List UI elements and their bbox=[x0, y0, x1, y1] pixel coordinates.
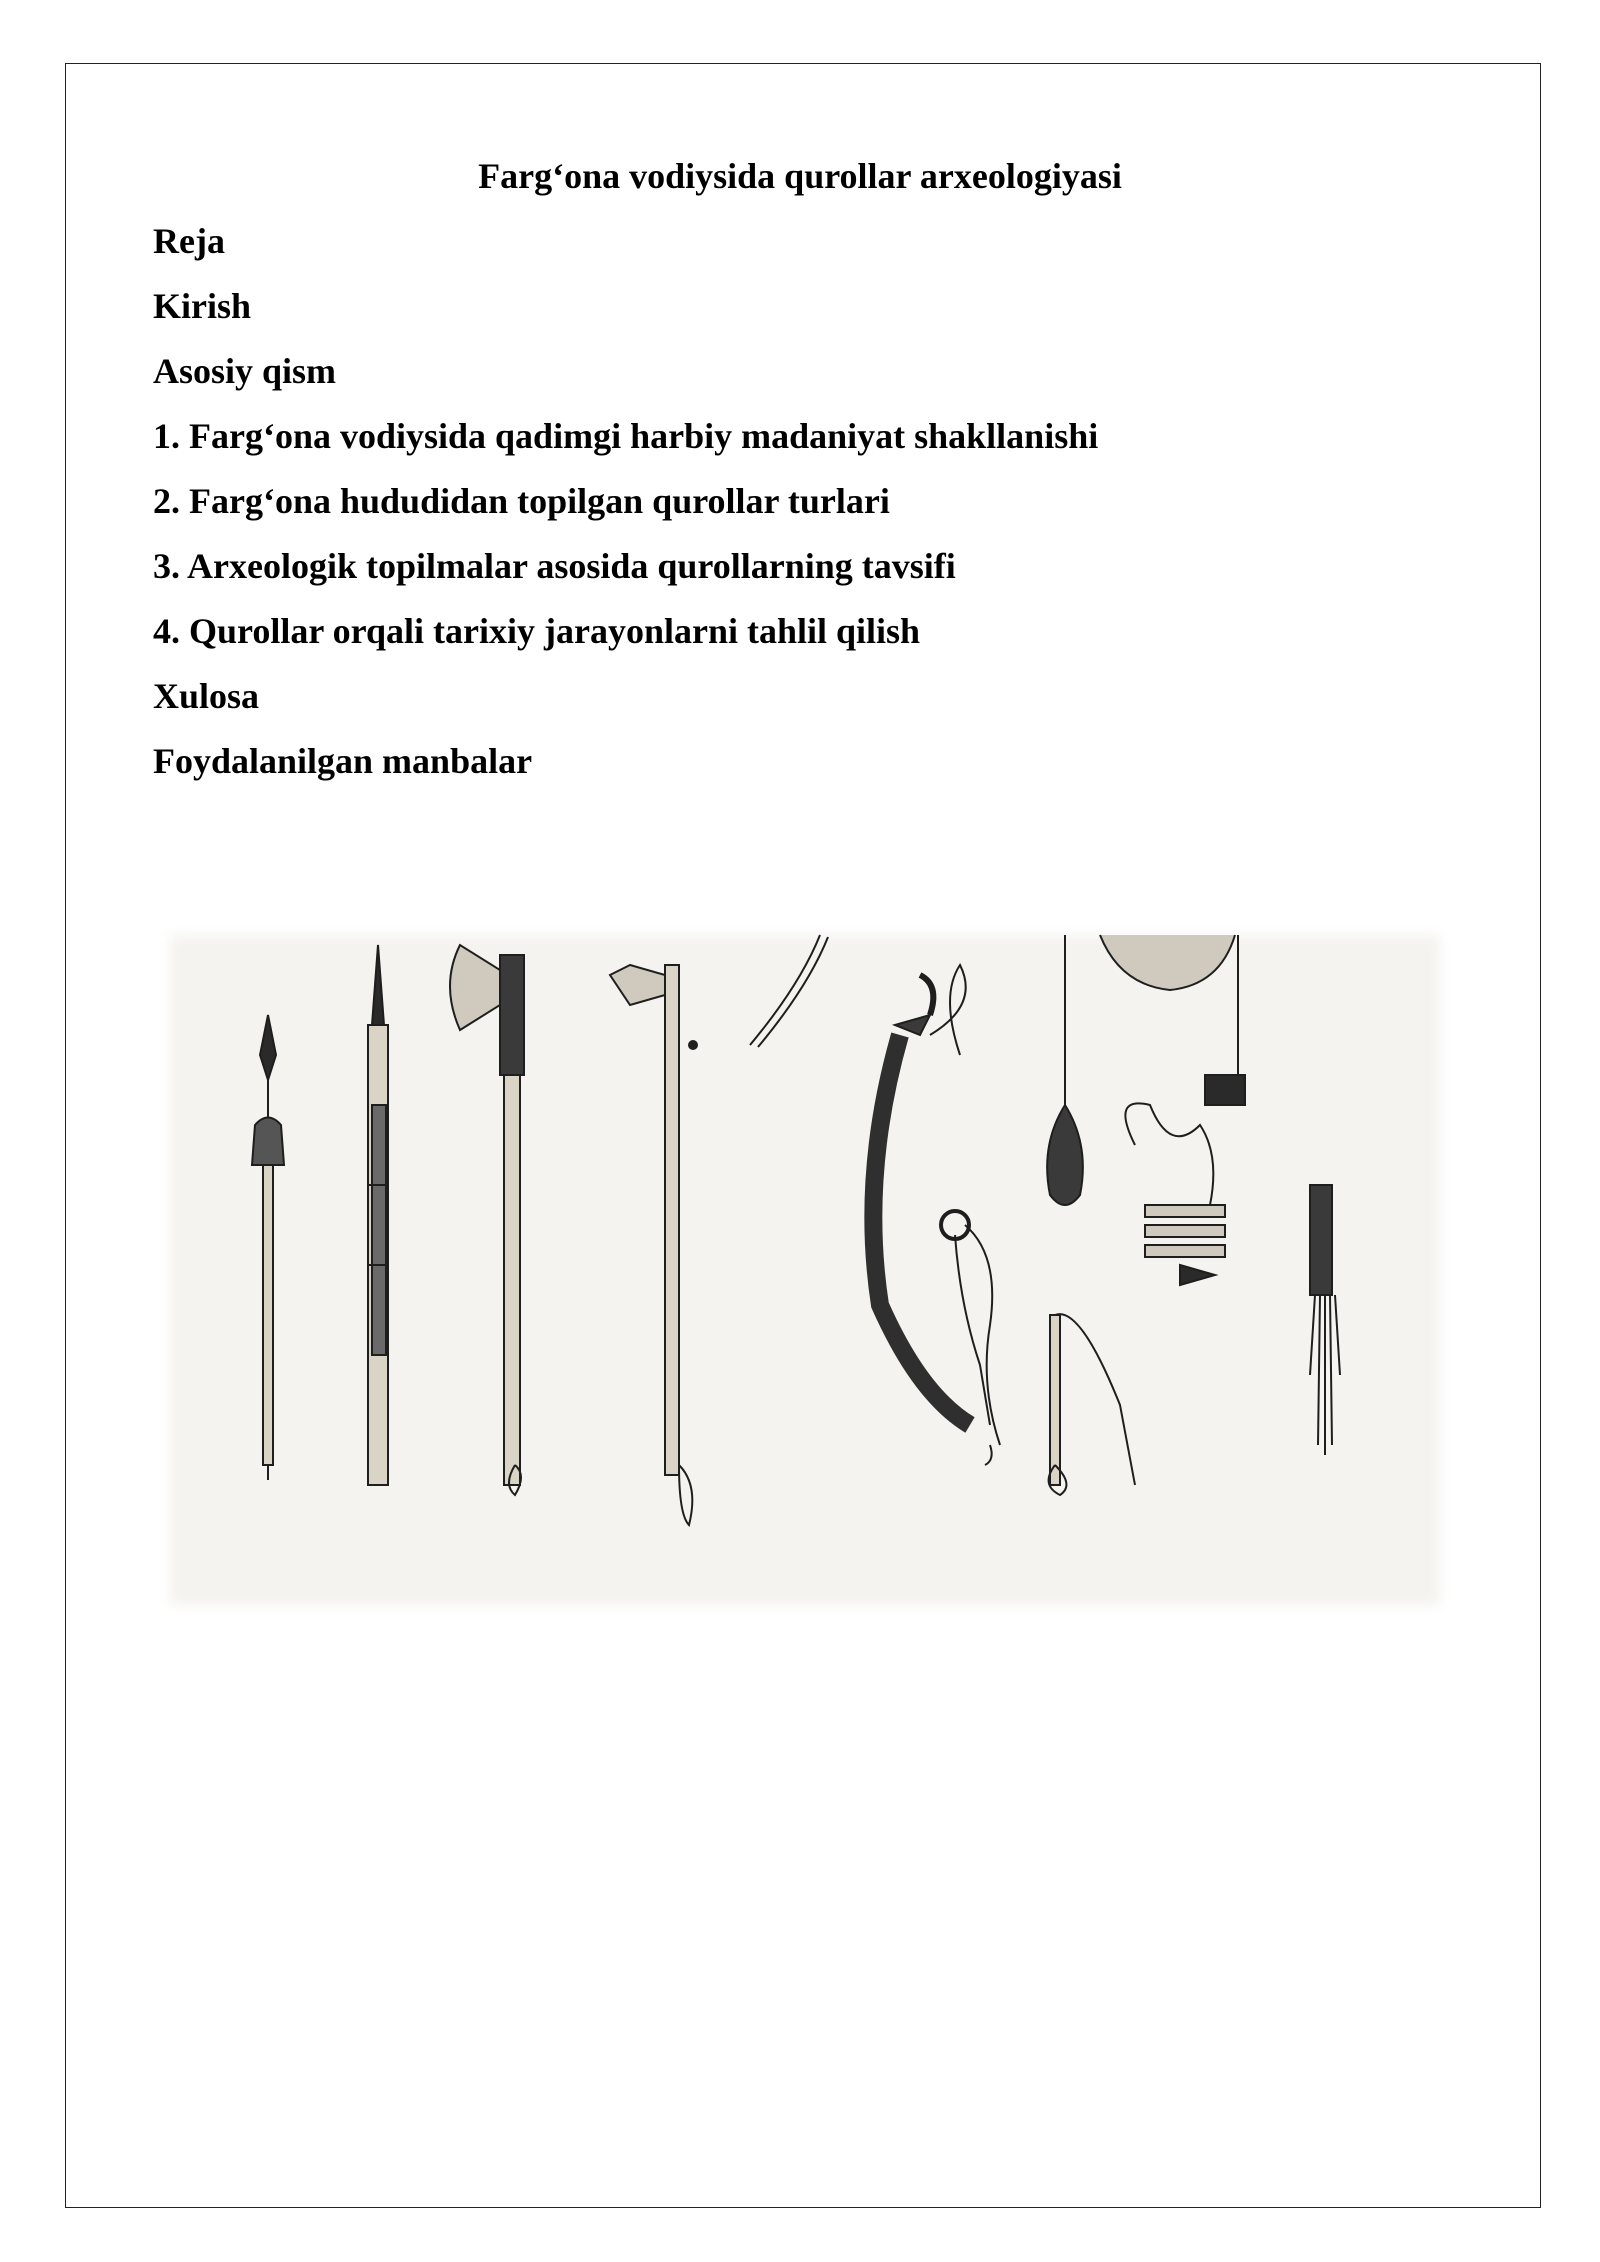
section-intro: Kirish bbox=[153, 286, 252, 326]
plan-item-2: 2. Farg‘ona hududidan topilgan qurollar turlari bbox=[153, 481, 890, 521]
document-title: Farg‘ona vodiysida qurollar arxeologiyasi bbox=[478, 156, 1122, 196]
weapons-engraving-icon bbox=[160, 925, 1450, 1615]
lance-icon bbox=[368, 945, 388, 1485]
section-main-part: Asosiy qism bbox=[153, 351, 337, 391]
plan-item-1: 1. Farg‘ona vodiysida qadimgi harbiy madaniyat shakllanishi bbox=[153, 416, 1099, 456]
plan-heading: Reja bbox=[153, 221, 225, 261]
figure-background bbox=[170, 935, 1440, 1605]
plan-item-4: 4. Qurollar orqali tarixiy jarayonlarni tahlil qilish bbox=[153, 611, 921, 651]
section-sources: Foydalanilgan manbalar bbox=[153, 741, 533, 781]
weapons-illustration bbox=[160, 925, 1450, 1615]
plan-item-3: 3. Arxeologik topilmalar asosida qurollarning tavsifi bbox=[153, 546, 956, 586]
section-conclusion: Xulosa bbox=[153, 676, 260, 716]
